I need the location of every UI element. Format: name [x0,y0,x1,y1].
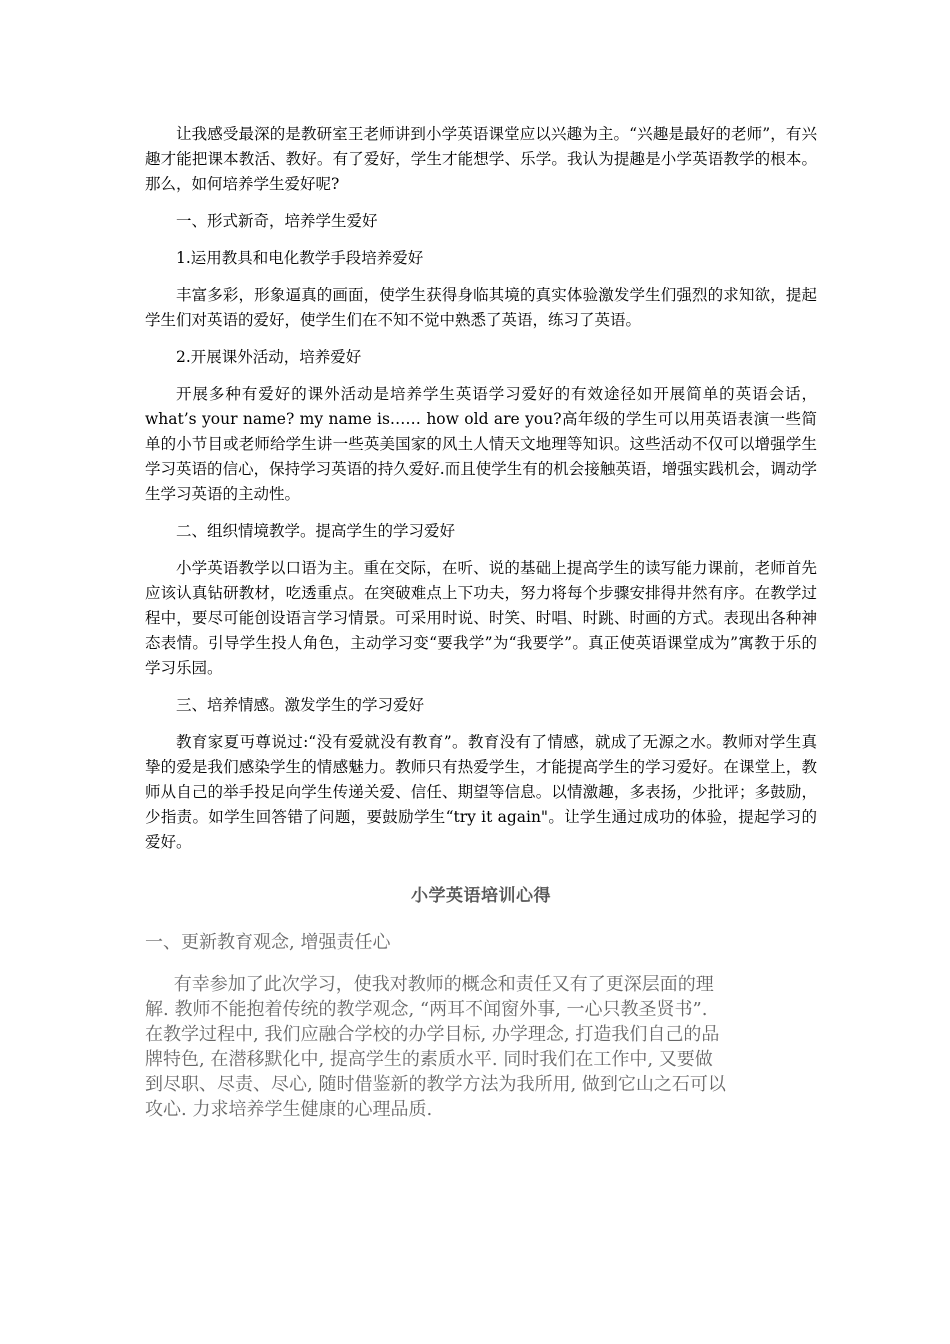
section2-line: 解. 教师不能抱着传统的教学观念, “两耳不闻窗外事, 一心只教圣贤书”. [145,999,708,1020]
subheading-1-1: 1.运用教具和电化教学手段培养爱好 [176,249,424,267]
section-heading-2: 二、组织情境教学。提高学生的学习爱好 [176,522,456,540]
document-body [145,122,817,1122]
paragraph-1-2: 开展多种有爱好的课外活动是培养学生英语学习爱好的有效途径如开展简单的英语会话，what’s your name? my name is…… how old are you?高年级的学生可以用英语表演一些简单的小节目或老师给学生讲一些英美国家的风土人情天文地理等知识。这些活动不仅可以增强学生学习英语的信心，保持学习英语的持久爱好.而且使学生有的机会接触英语，增强实践机会，调动学生学习英语的主动性。 [145,385,817,503]
paragraph-2: 小学英语教学以口语为主。重在交际，在听、说的基础上提高学生的读写能力课前，老师首先应该认真钻研教材，吃透重点。在突破难点上下功夫，努力将每个步骤安排得井然有序。在教学过程中，要尽可能创设语言学习情景。可采用时说、时笑、时唱、时跳、时画的方式。表现出各种神态表情。引导学生投人角色，主动学习变“要我学”为“我要学”。真正使英语课堂成为”寓教于乐的学习乐园。 [145,559,817,677]
paragraph-3: 教育家夏丏尊说过:“没有爱就没有教育”。教育没有了情感，就成了无源之水。教师对学生真挚的爱是我们感染学生的情感魅力。教师只有热爱学生，才能提高学生的学习爱好。在课堂上，教师从自己的举手投足向学生传递关爱、信任、期望等信息。以情激趣，多表扬，少批评；多鼓励，少指责。如学生回答错了问题，要鼓励学生“try it again"。让学生通过成功的体验，提起学习的爱好。 [145,733,817,851]
section-heading-3: 三、培养情感。激发学生的学习爱好 [176,696,425,714]
section2-line: 攻心. 力求培养学生健康的心理品质. [145,1099,433,1120]
section2-subtitle: 一、更新教育观念, 增强责任心 [145,932,391,953]
section2-line: 在教学过程中, 我们应融合学校的办学目标, 办学理念, 打造我们自己的品 [145,1024,720,1045]
section2-line: 到尽职、尽责、尽心, 随时借鉴新的教学方法为我所用, 做到它山之石可以 [145,1074,726,1095]
section2-line: 牌特色, 在潜移默化中, 提高学生的素质水平. 同时我们在工作中, 又要做 [145,1049,713,1070]
section-heading-1: 一、形式新奇，培养学生爱好 [176,212,378,230]
subheading-1-2: 2.开展课外活动，培养爱好 [176,348,362,366]
paragraph-1-1: 丰富多彩，形象逼真的画面，使学生获得身临其境的真实体验激发学生们强烈的求知欲，提起学生们对英语的爱好，使学生们在不知不觉中熟悉了英语，练习了英语。 [145,286,817,329]
section2-title: 小学英语培训心得 [411,886,551,906]
section2-line: 有幸参加了此次学习，使我对教师的概念和责任又有了更深层面的理 [173,974,714,995]
section2-paragraph [145,972,817,1122]
paragraph-intro: 让我感受最深的是教研室王老师讲到小学英语课堂应以兴趣为主。“兴趣是最好的老师”，有兴趣才能把课本教活、教好。有了爱好，学生才能想学、乐学。我认为提趣是小学英语教学的根本。那么，如何培养学生爱好呢? [145,125,817,193]
